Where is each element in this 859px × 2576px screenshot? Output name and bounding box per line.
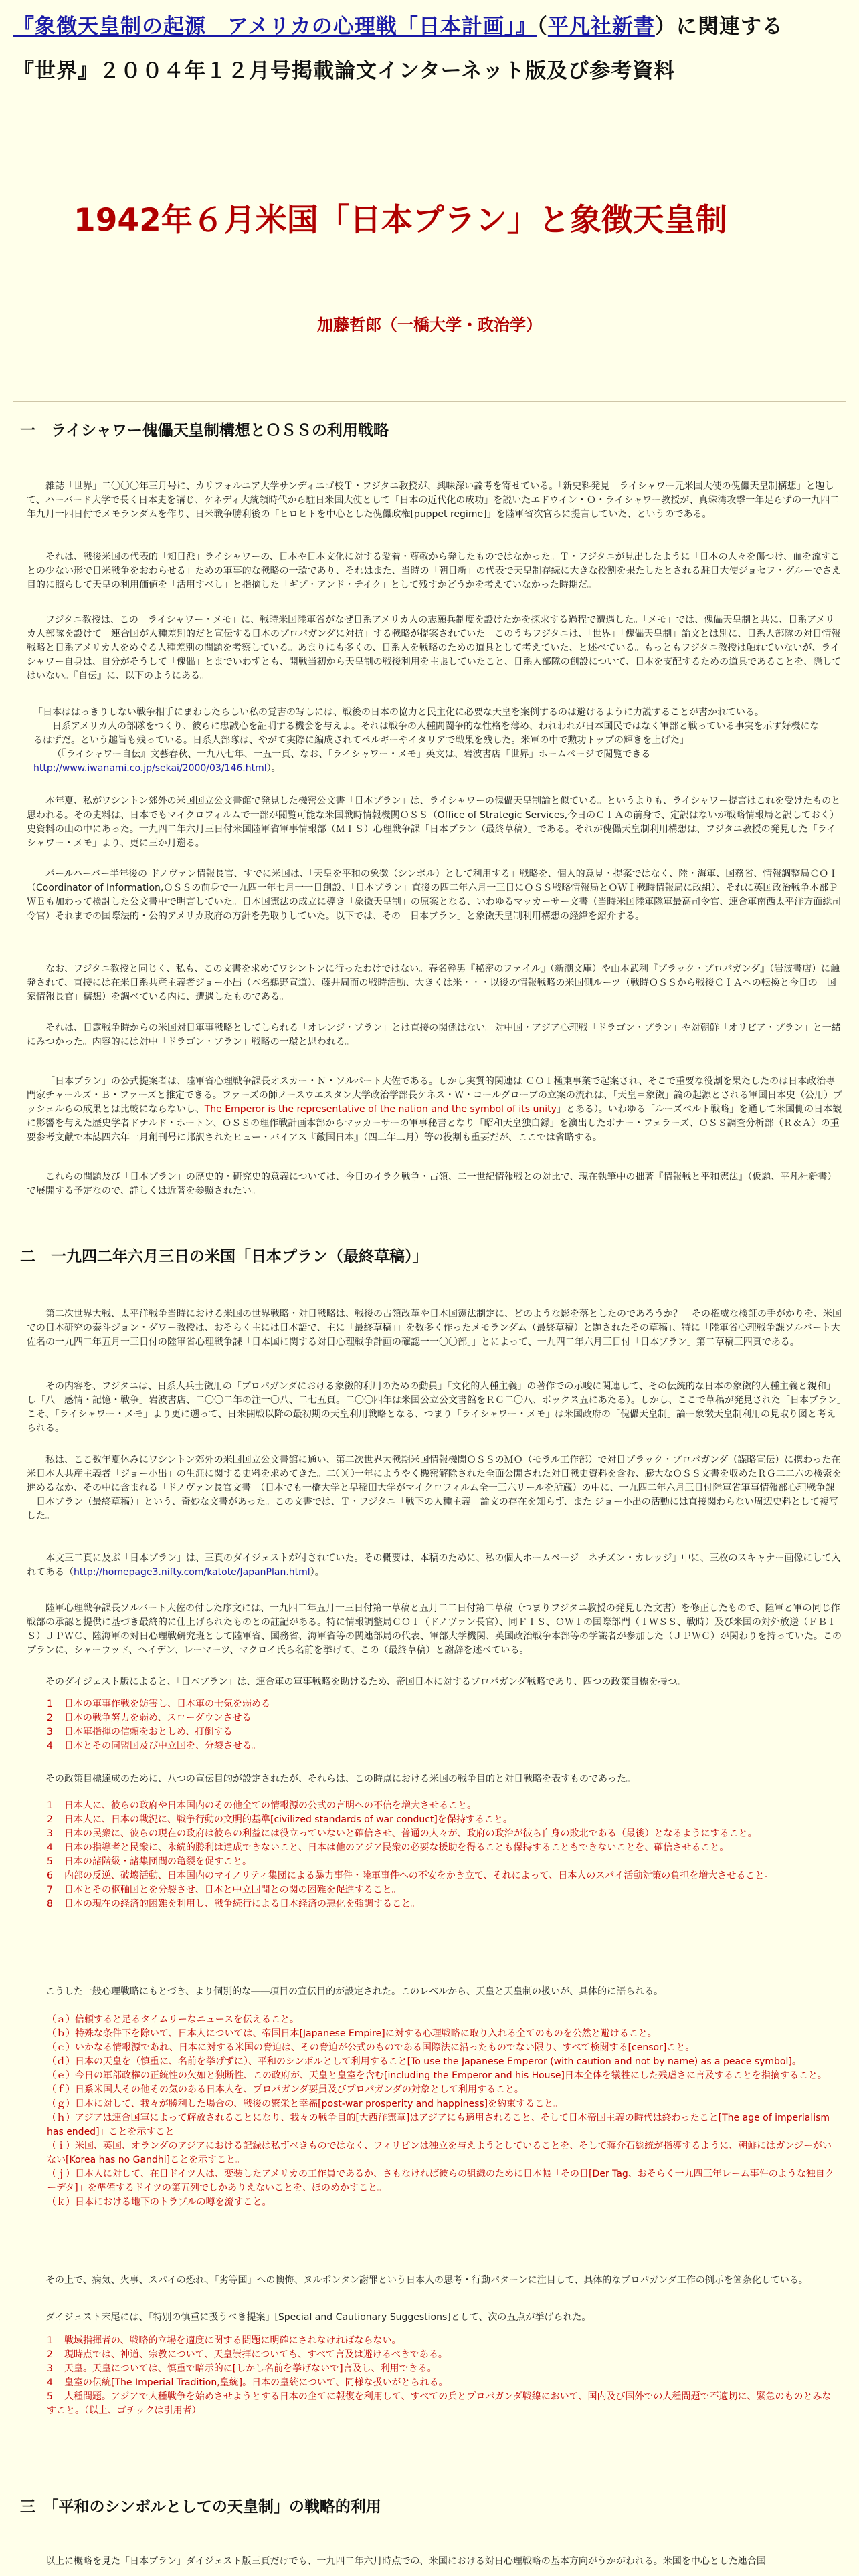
list-item: 6 内部の反逆、破壊活動、日本国内のマイノリティ集団による暴力事件・陸軍事件への不安をかき立て、それによって、日本人のスパイ活動対策の負担を増大させること。 bbox=[47, 1870, 774, 1881]
header-line-1 bbox=[13, 9, 783, 39]
paragraph: パールハーバー半年後の ドノヴァン情報長官、すでに米国は、「天皇を平和の象徴（シンボル）として利用する」戦略を、個人的意見・提案ではなく、陸・海軍、国務省、情報調整局ＣＯＩ（Coordinator of Information,ＯＳＳの前身で一九四一年七月一一日創設、「日本プラン」直後の四二年六月一三日にＯＳＳ戦略情報局とＯＷＩ戦時情報局に改組）、それに英国政治戦争本部ＰＷＥも加わって検討した公文書中で明言していた。日本国憲法の成立に導き「象徴天皇制」の原案となる、いわゆるマッカーサー文書（当時米国陸軍隊軍最高司令官、連合軍南西太平洋方面総司令官）それまでの国際法的・公的アメリカ政府の方針を先取りしていた。以下では、その「日本プラン」と象徴天皇制利用構想の経緯を紹介する。 bbox=[27, 869, 842, 922]
list-item: 3 天皇。天皇については、慎重で暗示的に[しかし名前を挙げないで]言及し、利用できる。 bbox=[47, 2363, 437, 2374]
list-item: （ｃ）いかなる情報源であれ、日本に対する米国の脅迫は、その脅迫が公式のものである国際法に沿ったものでない限り、すべて検閲する[censor]こと。 bbox=[47, 2042, 695, 2053]
list-item: 2 現時点では、神道、宗教について、天皇崇拝についても、すべて言及は避けるべきである。 bbox=[47, 2349, 448, 2360]
paragraph: ダイジェスト末尾には、「特別の慎重に扱うべき提案」[Special and Cautionary Suggestions]として、次の五点が挙げられた。 bbox=[45, 2312, 591, 2323]
quote-source: （『ライシャワー自伝』文藝春秋、一九八七年、一五一頁、なお、「ライシャワー・メモ」英文は、岩波書店「世界」ホームページで閲覧できるhttp://www.iwanami.co.jp/sekai/2000/03/146.html）。 bbox=[33, 749, 651, 774]
list-item: 2 日本人に、日本の戦況に、戦争行動の文明的基準[civilized standards of war conduct]を保持すること。 bbox=[47, 1814, 512, 1825]
list-item: 2 日本の戦争努力を弱め、スローダウンさせる。 bbox=[47, 1713, 261, 1723]
divider bbox=[13, 401, 846, 402]
japanplan-link[interactable]: http://homepage3.nifty.com/katote/JapanPlan.html bbox=[74, 1567, 310, 1578]
purposes-list bbox=[47, 1799, 836, 1911]
paragraph: それは、戦後米国の代表的「知日派」ライシャワーの、日本や日本文化に対する愛着・尊敬から発したものではなかった。Ｔ・フジタニが見出したように「日本の人々を傷つけ、血を流すことの少ない形で日米戦争をおわらせる」ための軍事的な戦略の一環であり、それはまた、当時の「朝日新」の代表で天皇制存続に大きな役割を果たしたとされる駐日大使ジョセフ・グルーでさえ目的に照らして天皇の利用価値を「活用すべし」と指摘した「ギブ・アンド・テイク」として残すかどうかを考えていなかった時期だ。 bbox=[27, 552, 841, 591]
paragraph: 雑誌「世界」二〇〇〇年三月号に、カリフォルニア大学サンディエゴ校Ｔ・フジタニ教授が、興味深い論考を寄せている。「新史料発見 ライシャワー元米国大使の傀儡天皇制構想」と題して、ハーバード大学で長く日本史を講じ、ケネディ大統領時代から駐日米国大使として「日本の近代化の成功」を説いたエドウイン・Ｏ・ライシャワー教授が、真珠湾攻撃一年足らずの一九四二年九月一四日付でメモランダムを作り、日米戦争勝利後の「ヒロヒトを中心とした傀儡政権[puppet regime]」を陸軍省次官らに提言していた、というのである。 bbox=[27, 481, 840, 520]
list-item: （ｆ）日系米国人その他その気のある日本人を、プロパガンダ要員及びプロパガンダの対象として利用すること。 bbox=[47, 2084, 524, 2095]
section-heading-1: 一 ライシャワー傀儡天皇制構想とＯＳＳの利用戦略 bbox=[20, 422, 389, 439]
list-item: 8 日本の現在の経済的困難を利用し、戦争続行による日本経済の悪化を強調すること。 bbox=[47, 1899, 420, 1909]
quote-line: 日系アメリカ人の部隊をつくり、彼らに忠誠心を証明する機会を与えよ。それは戦争の人種間闘争的な性格を薄め、われわれが日本国民ではなく軍部と戦っている事実を示す好機になるはずだ。という趣旨も残っている。日系人部隊は、やがて実際に編成されてペルギーやイタリアで戦果を残した。米軍の中で勲功トップの輝きを上げた」 bbox=[33, 721, 820, 746]
list-item: （ｋ）日本における地下のトラブルの噂を流すこと。 bbox=[47, 2197, 272, 2208]
paragraph: それは、日露戦争時からの米国対日軍事戦略としてしられる「オレンジ・プラン」とは直接の関係はない。対中国・アジア心理戦「ドラゴン・プラン」や対朝鮮「オリビア・プラン」と一緒にみつかった。内容的には対中「ドラゴン・プラン」戦略の一環と思われる。 bbox=[27, 1023, 841, 1047]
list-item: （ａ）信頼すると足るタイムリーなニュースを伝えること。 bbox=[47, 2014, 300, 2025]
list-item: 1 戦域指揮者の、戦略的立場を適度に関する問題に明確にされなければならない。 bbox=[47, 2335, 401, 2346]
list-item: 5 日本の諸階級・諸集団間の亀裂を促すこと。 bbox=[47, 1856, 252, 1867]
paragraph: フジタニ教授は、この「ライシャワー・メモ」に、戦時米国陸軍省がなぜ日系アメリカ人の志願兵制度を設けたかを探求する過程で遭遇した。「メモ」では、傀儡天皇制と共に、日系アメリカ人部隊を設けて「連合国が人種差別的だと宣伝する日本のプロパガンダに対抗」する戦略が提案されていた。このうちフジタニは、「世界」「傀儡天皇制」論文とは別に、日系人部隊の対日情報戦略と日系アメリカ人をめぐる人種差別の問題を考察している。あまりにも多くの、日系人を戦略のための道具として考えていた、と述べている。もっともフジタニ教授は触れていないが、ライシャワー自身は、自分がそうして「傀儡」とまでいわずとも、開戦当初から天皇制の戦後利用を主張していたこと、日系人部隊の創設について、日本を支配するための道具であることを、隠してはいない。『自伝』に、以下のようにある。 bbox=[27, 615, 842, 681]
header-suffix: ）に関連する bbox=[654, 15, 783, 39]
iwanami-link[interactable]: http://www.iwanami.co.jp/sekai/2000/03/146.html bbox=[33, 763, 267, 774]
list-item: 4 日本とその同盟国及び中立国を、分裂させる。 bbox=[47, 1741, 261, 1751]
list-item: 7 日本とその枢軸国とを分裂させ、日本と中立国間との関の困難を促進すること。 bbox=[47, 1885, 401, 1895]
paragraph: なお、フジタニ教授と同じく、私も、この文書を求めてワシントンに行ったわけではない。春名幹男『秘密のファイル』（新潮文庫）や山本武利『ブラック・プロパガンダ』（岩波書店）に触発されて、直接には在米日系共産主義者ジョー小出（本名鵜野宣道）、藤井周而の戦時活動、大きくは米・・・以後の情報戦略の米国側ルーツ（戦時ＯＳＳから戦後ＣＩＡへの転換と今日の「国家情報長官」構想）を調べている内に、遭遇したものである。 bbox=[27, 964, 840, 1002]
paragraph: その政策目標達成のために、八つの宣伝目的が設定されたが、それらは、この時点における米国の戦争目的と対日戦略を表すものであった。 bbox=[45, 1774, 636, 1784]
list-item: （ｈ）アジアは連合国軍によって解放されることになり、我々の戦争目的[大西洋憲章]はアジアにも適用されること、そして日本帝国主義の時代は終わったこと[The age of imperialism has ended]」ことを示すこと。 bbox=[47, 2113, 830, 2137]
list-item: （ｂ）特殊な条件下を除いて、日本人については、帝国日本[Japanese Empire]に対する心理戦略に取り入れる全てのものを公然と避けること。 bbox=[47, 2028, 657, 2039]
paragraph: その上で、病気、火事、スパイの恐れ、「劣等国」への懊悔、ヌルポンタン謝罪という日本人の思考・行動パターンに注目して、具体的なプロパガンダ工作の例示を箇条化している。 bbox=[45, 2275, 808, 2286]
paragraph: その内容を、フジタニは、日系人兵士徴用の「プロパガンダにおける象徴的利用のための動員」「文化的人種主義」の著作での示唆に関連して、その伝統的な日本の象徴的人種主義と親和」し「八 感情・記憶・戦争」岩波書店、二〇〇二年の注一〇八、二七五頁。二〇〇四年は米国公立公文書館をＲＧ二〇八、ボックス五にあたる）。しかし、ここで草稿が発見された「日本プラン」こそ、「ライシャワー・メモ」より更に遡って、日米開戦以降の最初期の天皇利用戦略となる、つまり「ライシャワー・メモ」は米国政府の「傀儡天皇制」論ー象徴天皇制利用の見取り図と考えられる。 bbox=[27, 1381, 842, 1434]
publisher-link[interactable]: 平凡社新書 bbox=[547, 15, 655, 39]
list-item: 4 日本の指導者と民衆に、永続的勝利は達成できないこと、日本は他のアジア民衆の必要な援助を得ることも保持することもできないことを、確信させること。 bbox=[47, 1842, 729, 1853]
specific-purposes-list bbox=[47, 2013, 836, 2210]
list-item: （ｇ）日本に対して、我々が勝利した場合の、戦後の繁栄と幸福[post-war prosperity and happiness]を約束すること。 bbox=[47, 2099, 563, 2109]
list-item: （ｉ）米国、英国、オランダのアジアにおける記録は私ずべきものではなく、フィリピンは独立を与えようとしていることを、そして蒋介石総統が指導するように、朝鮮にはガンジーがいない[Korea has no Gandhi]ことを示すこと。 bbox=[47, 2141, 832, 2165]
list-item: 3 日本軍指揮の信頼をおとしめ、打倒する。 bbox=[47, 1727, 242, 1737]
cautions-list bbox=[47, 2334, 836, 2418]
list-item: 1 日本人に、彼らの政府や日本国内のその他全ての情報源の公式の言明への不信を増大させること。 bbox=[47, 1800, 476, 1811]
paren-open: （ bbox=[537, 15, 548, 39]
quote-line: 「日本ははっきりしない戦争相手にまわしたらしい私の覚書の写しには、戦後の日本の協力と民主化に必要な天皇を案例するのは避けるように力説することが書かれている。 bbox=[33, 707, 764, 718]
section-heading-2: 二 一九四二年六月三日の米国「日本プラン（最終草稿）」 bbox=[20, 1248, 428, 1265]
list-item: 1 日本の軍事作戦を妨害し、日本軍の士気を弱める bbox=[47, 1699, 270, 1709]
list-item: 3 日本の民衆に、彼らの現在の政府は彼らの利益には役立っていないと確信させ、普通の人々が、政府の政治が彼ら自身の敗北である（最後）となるようにすること。 bbox=[47, 1828, 757, 1839]
list-item: 5 人種問題。アジアで人種戦争を始めさせようとする日本の企てに報復を利用して、すべての兵とプロパガンダ戦線において、国内及び国外での人種問題で不適切に、緊急のものとみなすこと。（以上、ゴチックは引用者） bbox=[47, 2391, 832, 2416]
paragraph: 本文三二頁に及ぶ「日本プラン」は、三頁のダイジェストが付されていた。その概要は、本稿のために、私の個人ホームページ「ネチズン・カレッジ」中に、三枚のスキャナー画像にして入れてある（http://homepage3.nifty.com/katote/JapanPlan.html）。 bbox=[27, 1553, 841, 1578]
paragraph: 私は、ここ数年夏休みにワシントン郊外の米国国立公文書館に通い、第二次世界大戦期米国情報機関ＯＳＳのＭＯ（モラル工作部）で対日ブラック・プロパガンダ（謀略宣伝）に携わった在米日本人共産主義者「ジョー小出」の生涯に関する史料を求めてきた。二〇〇一年にようやく機密解除された全面公開された対日戦史資料を含む、膨大なＯＳＳ文書を収めたＲＧ二二六の検索を進めるなか、その中に含まれる「ドノヴァン長官文書」（日本でも一橋大学と早稲田大学がマイクロフィルム全一三六リールを所蔵）の中に、一九四二年六月三日付陸軍省軍事情報部心理戦争課「日本プラン（最終草稿）」という、奇妙な文書があった。この文書では、Ｔ・フジタニ「戦下の人種主義」論文の存在を知らず、また ジョー小出の活動には直接関わらない周辺史料として複写した。 bbox=[27, 1455, 842, 1521]
header-line-2: 『世界』２００４年１２月号掲載論文インターネット版及び参考資料 bbox=[13, 59, 676, 83]
paragraph: そのダイジェスト版によると、「日本プラン」は、連合軍の軍事戦略を助けるため、帝国日本に対するプロパガンダ戦略であり、四つの政策目標を持つ。 bbox=[45, 1677, 686, 1687]
list-item: 4 皇室の伝統[The Imperial Tradition,皇統]。日本の皇統について、同様な扱いがとられる。 bbox=[47, 2377, 448, 2388]
paragraph: これらの問題及び「日本プラン」の歴史的・研究史的意義については、今日のイラク戦争・占領、二一世紀情報戦との対比で、現在執筆中の拙著『情報戦と平和憲法』（仮題、平凡社新書）で展開する予定なので、詳しくは近著を参照されたい。 bbox=[27, 1172, 837, 1196]
goals-list bbox=[47, 1697, 836, 1753]
paragraph: 本年夏、私がワシントン郊外の米国国立公文書館で発見した機密公文書「日本プラン」は、ライシャワーの傀儡天皇制論と似ている。というよりも、ライシャワー提言はこれを受けたものと思われる。その史料は、日本でもマイクロフィルムで一部が閲覧可能な米国戦時情報機関ＯＳＳ（Office of Strategic Services,今日のＣＩＡの前身で、定訳はないが戦略情報局と訳しておく）史資料の山の中にあった。一九四二年六月三日付米国陸軍省軍事情報部（ＭＩＳ）心理戦争課「日本プラン（最終草稿）」である。それが傀儡天皇制利用構想は、フジタニ教授の発見した「ライシャワー・メモ」より、更に三か月遡る。 bbox=[27, 796, 841, 849]
book-title-link[interactable]: 『象徴天皇制の起源 アメリカの心理戦「日本計画」』 bbox=[13, 15, 537, 39]
page-title: 1942年６月米国「日本プラン」と象徴天皇制 bbox=[74, 202, 727, 239]
paragraph: 「日本プラン」の公式提案者は、陸軍省心理戦争課長オスカー・Ｎ・ソルバート大佐である。しかし実質的関連は ＣＯＩ極東事業で起案され、そこで重要な役割を果たしたのは日本政治専門家チャールズ・Ｂ・ファーズと推定できる。ファーズの師ノースウエスタン大学政治学部長ケネス・Ｗ・コールグローブの立案の流れは、「天皇＝象徴」論の起源とされる軍国日本史（公用）ブッシェルらの成果とは比較にならないし、The Emperor is the representative of the nation and the symbol of its unity」とある）。いわゆる「ルーズベルト戦略」を通して米国側の日本観に影響を与えた歴史学者ドナルド・ホートン、ＯＳＳの理作戦計画本部からマッカーサーの軍事秘書となり「昭和天皇独白録」を演出したボナー・フェラーズ、ＯＳＳ調査分析部（Ｒ＆Ａ）の重要参考文献で本誌四六年一月創刊号に邦訳されたヒュー・バイアス『敵国日本』（四二年二月）等の役割も重要だが、ここでは省略する。 bbox=[27, 1076, 842, 1143]
quoted-english: The Emperor is the representative of the nation and the symbol of its unity bbox=[204, 1104, 557, 1115]
paragraph: こうした一般心理戦略にもとづき、より個別的な――項目の宣伝目的が設定された。このレベルから、天皇と天皇制の扱いが、具体的に語られる。 bbox=[45, 1986, 664, 1997]
list-item: （ｊ）日本人に対して、在日ドイツ人は、変装したアメリカの工作員であるか、さもなければ彼らの組織のために日本帳「その日[Der Tag、おそらく一九四三年レーム事件のような独自クーデタ]」を準備するドイツの第五列でしかありえないことを、ほのめかすこと。 bbox=[47, 2169, 834, 2193]
paragraph: 第二次世界大戦、太平洋戦争当時における米国の世界戦略・対日戦略は、戦後の占領改革や日本国憲法制定に、どのような影を落としたのであろうか？ その権威な検証の手がかりを、米国での日本研究の泰斗ジョン・ダワー教授は、おそらく主には日本語で、主に「最終草稿」」を数多く作ったメモランダム（最終草稿）と題されたその草稿」、特に「陸軍省心理戦争課ソルバート大佐名の一九四二年五月一三日付の陸軍省心理戦争課「日本国に関する対日心理戦争計画の確認一一〇〇部」」とによって、一九四二年六月三日付「日本プラン」第二草稿三四頁である。 bbox=[27, 1309, 842, 1348]
paragraph: 陸軍心理戦争課長ソルバート大佐の付した序文には、一九四二年五月一三日付第一草稿と五月二二日付第二草稿（つまりフジタニ教授の発見した文書）を修正したもので、陸軍と軍の同じ作戦部の承認と提供に基づき最終的に仕上げられたものとの註記がある。特に情報調整局ＣＯＩ（ドノヴァン長官）、同ＦＩＳ、ＯＷＩの国際部門（ＩＷＳＳ、戦時）及び米国の対外放送（ＦＢＩＳ）ＪＰＷＣ、陸海軍の対日心理戦研究班として陸軍省、国務省、海軍省等の関連部局の代表、軍部大学機関、英国政治戦争本部等の学識者が参加した（ＪＰＷＣ）が関わりを持っていた。このプランに、シャーウッド、ヘイデン、レーマーツ、マクロイ氏ら名前を挙げて、この（最終草稿）と謝辞を述べている。 bbox=[27, 1603, 842, 1656]
list-item: （ｅ）今日の軍部政権の正統性の欠如と独断性、この政府が、天皇と皇室を含む[including the Emperor and his House]日本全体を犠牲にした残虐さに言及することを指摘すること。 bbox=[47, 2070, 827, 2081]
section-heading-3: 三 「平和のシンボルとしての天皇制」の戦略的利用 bbox=[20, 2498, 381, 2516]
paragraph: 以上に概略を見た「日本プラン」ダイジェスト版三頁だけでも、一九四二年六月時点での、米国における対日心理戦略の基本方向がうかがわれる。米国を中心とした連合国 bbox=[45, 2556, 766, 2567]
list-item: （ｄ）日本の天皇を（慎重に、名前を挙げずに）、平和のシンボルとして利用すること[To use the Japanese Emperor (with caution and not by name) as a peace symbol]。 bbox=[47, 2056, 801, 2067]
author: 加藤哲郎（一橋大学・政治学） bbox=[317, 316, 542, 334]
blockquote bbox=[33, 706, 823, 776]
